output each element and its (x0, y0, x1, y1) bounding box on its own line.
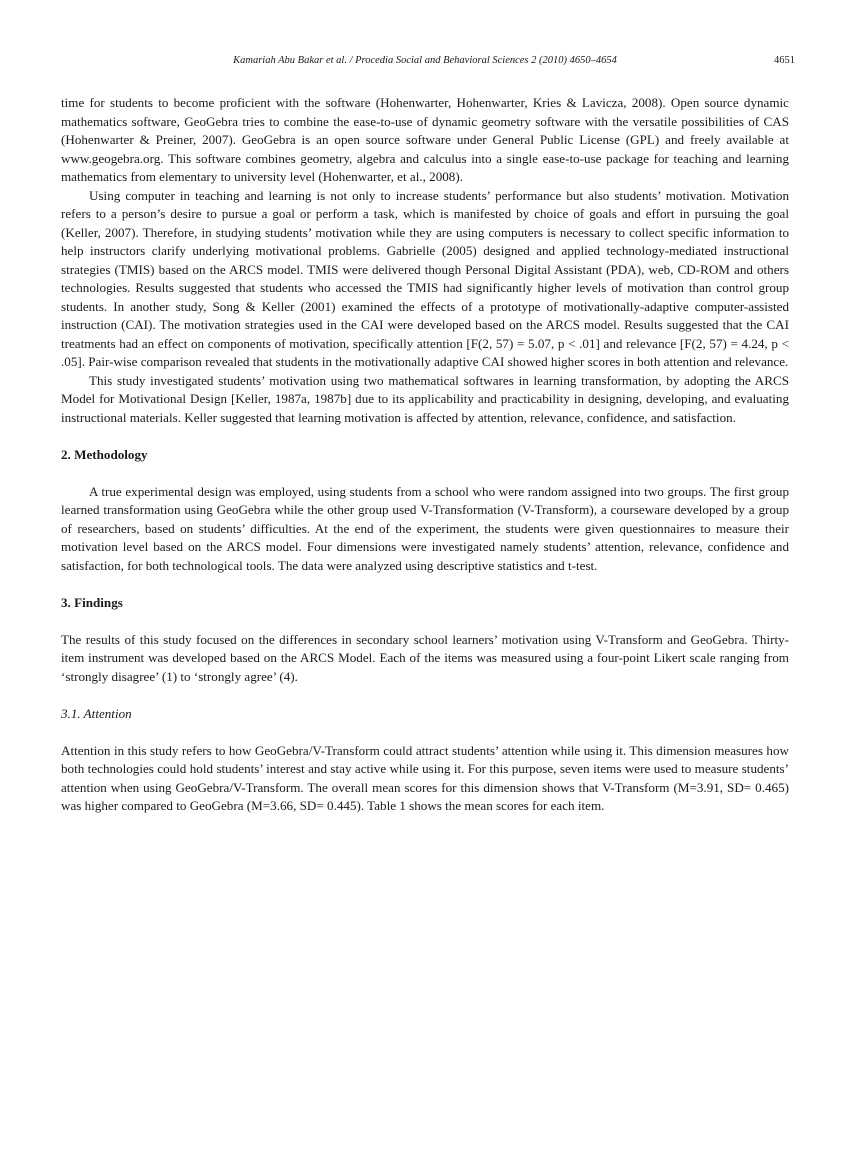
section-heading-methodology: 2. Methodology (61, 447, 148, 462)
paragraph-continued: time for students to become proficient with the software (Hohenwarter, Hohenwarter, Kries & Lavicza, 2008). Open source dynamic mathematics software, GeoGebra tries to combine the ease-to-use of dynamic geometry software with the versatile possibilities of CAS (Hohenwarter & Preiner, 2007). GeoGebra is an open source software under General Public License (GPL) and freely available at www.geogebra.org. This software combines geometry, algebra and calculus into a single ease-to-use package for teaching and learning mathematics from elementary to university level (Hohenwarter, et al., 2008). (61, 95, 789, 184)
paragraph-study-aim: This study investigated students’ motivation using two mathematical softwares in learning transformation, by adopting the ARCS Model for Motivational Design [Keller, 1987a, 1987b] due to its applicability and practicability in designing, developing, and evaluating instructional materials. Keller suggested that learning motivation is affected by attention, relevance, confidence, and satisfaction. (61, 372, 789, 425)
paragraph-motivation: Using computer in teaching and learning is not only to increase students’ performance but also students’ motivation. Motivation refers to a person’s desire to pursue a goal or perform a task, which is manifested by choice of goals and effort in pursuing the goal (Keller, 2007). Therefore, in studying students’ motivation while they are using computers is necessary to collect specific information to help instructors clarify underlying motivational problems. Gabrielle (2005) designed and applied technology-mediated instructional strategies (TMIS) based on the ARCS model. TMIS were delivered though Personal Digital Assistant (PDA), web, CD-ROM and others technologies. Results suggested that students who accessed the TMIS had significantly higher levels of motivation than control group students. In another study, Song & Keller (2001) examined the effects of a prototype of motivationally-adaptive computer-assisted instruction (CAI). The motivation strategies used in the CAI were developed based on the ARCS model. Results suggested that the CAI treatments had an effect on components of motivation, specifically attention [F(2, 57) = 5.07, p < .01] and relevance [F(2, 57) = 4.24, p < .05]. Pair-wise comparison revealed that students in the motivationally adaptive CAI showed higher scores in both attention and relevance. (61, 187, 789, 369)
paragraph-methodology: A true experimental design was employed, using students from a school who were random assigned into two groups. The first group learned transformation using GeoGebra while the other group used V-Transformation (V-Transform), a courseware developed by a group of researchers, based on students’ difficulties. At the end of the experiment, the students were given questionnaires to measure their motivation level based on the ARCS model. Four dimensions were investigated namely students’ attention, relevance, confidence and satisfaction, for both technological tools. The data were analyzed using descriptive statistics and t-test. (61, 483, 789, 573)
article-body (61, 94, 789, 816)
journal-citation: Kamariah Abu Bakar et al. / Procedia Social and Behavioral Sciences 2 (2010) 4650–4654 (233, 55, 617, 66)
running-header (61, 55, 795, 71)
subsection-heading-attention: 3.1. Attention (61, 706, 132, 721)
paragraph-findings: The results of this study focused on the differences in secondary school learners’ motivation using V-Transform and GeoGebra. Thirty-item instrument was developed based on the ARCS Model. Each of the items was measured using a four-point Likert scale ranging from ‘strongly disagree’ (1) to ‘strongly agree’ (4). (61, 631, 789, 684)
section-heading-findings: 3. Findings (61, 595, 123, 610)
page-number: 4651 (774, 55, 795, 66)
paragraph-attention: Attention in this study refers to how GeoGebra/V-Transform could attract students’ attention while using it. This dimension measures how both technologies could hold students’ interest and stay active while using it. For this purpose, seven items were used to measure students’ attention when using GeoGebra/V-Transform. The overall mean scores for this dimension shows that V-Transform (M=3.91, SD= 0.465) was higher compared to GeoGebra (M=3.66, SD= 0.445). Table 1 shows the mean scores for each item. (61, 742, 789, 813)
